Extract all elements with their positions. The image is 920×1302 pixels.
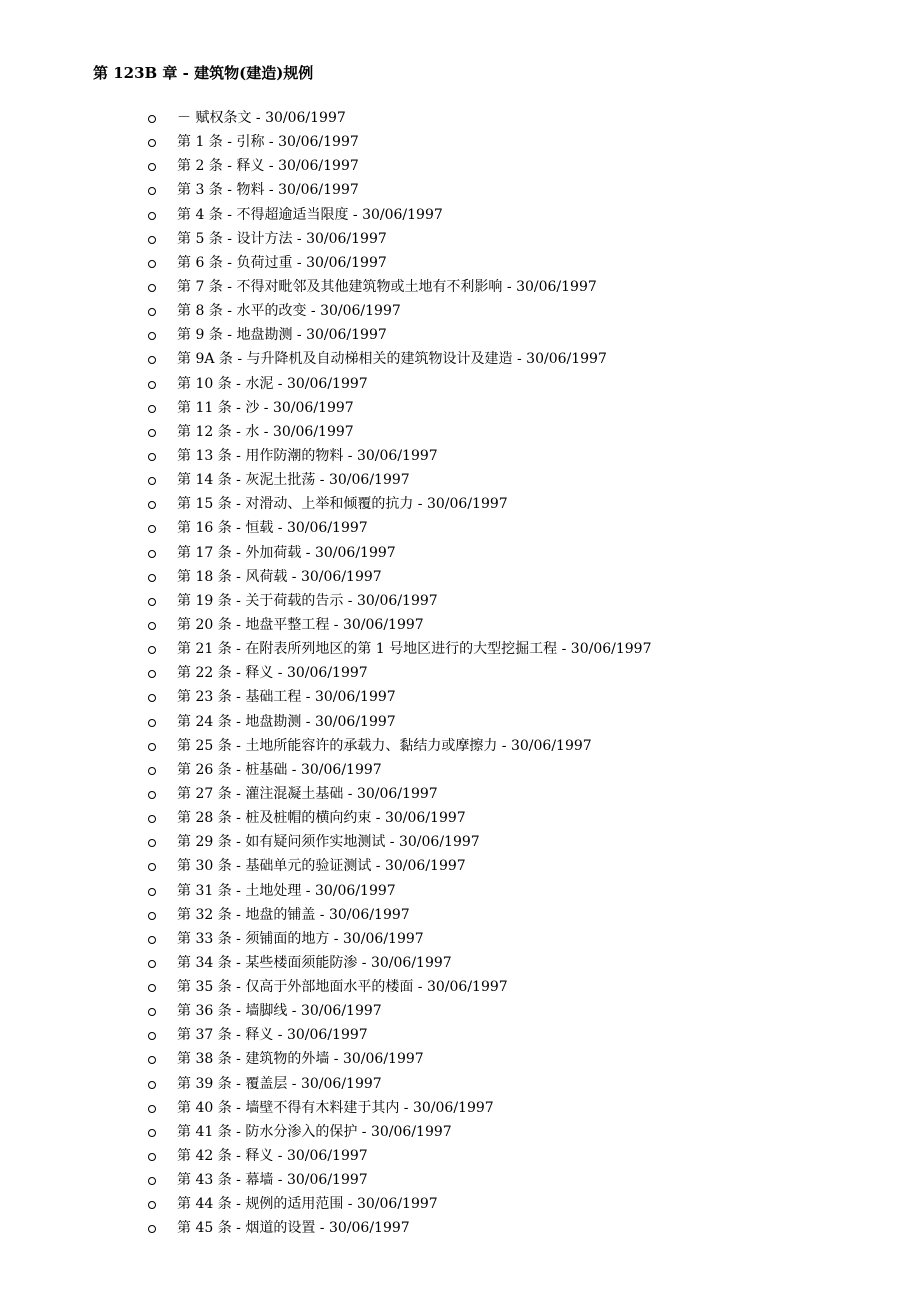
article-link[interactable]: 第 18 条 - 风荷载 - 30/06/1997	[177, 568, 382, 585]
circle-bullet-icon	[148, 429, 156, 437]
article-link[interactable]: 第 31 条 - 土地处理 - 30/06/1997	[177, 882, 396, 899]
circle-bullet-icon	[148, 815, 156, 823]
article-list-item	[0, 516, 900, 540]
circle-bullet-icon	[148, 1129, 156, 1137]
article-link[interactable]: 第 37 条 - 释义 - 30/06/1997	[177, 1027, 368, 1044]
circle-bullet-icon	[148, 1105, 156, 1113]
article-link[interactable]: 第 15 条 - 对滑动、上举和倾覆的抗力 - 30/06/1997	[177, 496, 508, 513]
article-list-item	[0, 1144, 900, 1168]
article-list-item	[0, 396, 900, 420]
article-link[interactable]: 第 39 条 - 覆盖层 - 30/06/1997	[177, 1075, 382, 1092]
article-link[interactable]: 第 25 条 - 土地所能容许的承载力、黏结力或摩擦力 - 30/06/1997	[177, 737, 592, 754]
article-list-item	[0, 130, 900, 154]
circle-bullet-icon	[148, 670, 156, 678]
circle-bullet-icon	[148, 936, 156, 944]
article-link[interactable]: 第 7 条 - 不得对毗邻及其他建筑物或土地有不利影响 - 30/06/1997	[177, 278, 597, 295]
article-list-item	[0, 1023, 900, 1047]
article-list-item	[0, 951, 900, 975]
article-link[interactable]: 第 14 条 - 灰泥土批荡 - 30/06/1997	[177, 472, 410, 489]
circle-bullet-icon	[148, 1081, 156, 1089]
circle-bullet-icon	[148, 1056, 156, 1064]
circle-bullet-icon	[148, 115, 156, 123]
article-list-item	[0, 1168, 900, 1192]
circle-bullet-icon	[148, 525, 156, 533]
circle-bullet-icon	[148, 332, 156, 340]
article-list-item	[0, 854, 900, 878]
article-link[interactable]: 第 20 条 - 地盘平整工程 - 30/06/1997	[177, 616, 424, 633]
article-link[interactable]: 第 32 条 - 地盘的铺盖 - 30/06/1997	[177, 906, 410, 923]
circle-bullet-icon	[148, 863, 156, 871]
article-link[interactable]: 第 41 条 - 防水分渗入的保护 - 30/06/1997	[177, 1123, 452, 1140]
circle-bullet-icon	[148, 960, 156, 968]
article-link[interactable]: 第 30 条 - 基础单元的验证测试 - 30/06/1997	[177, 858, 466, 875]
article-list-item	[0, 203, 900, 227]
article-list-item	[0, 468, 900, 492]
article-link[interactable]: 第 26 条 - 桩基础 - 30/06/1997	[177, 761, 382, 778]
circle-bullet-icon	[148, 477, 156, 485]
article-link[interactable]: 第 33 条 - 须铺面的地方 - 30/06/1997	[177, 930, 424, 947]
article-list-item	[0, 734, 900, 758]
circle-bullet-icon	[148, 1032, 156, 1040]
article-link[interactable]: 第 5 条 - 设计方法 - 30/06/1997	[177, 230, 387, 247]
circle-bullet-icon	[148, 1153, 156, 1161]
article-link[interactable]: 第 40 条 - 墙壁不得有木料建于其内 - 30/06/1997	[177, 1099, 494, 1116]
circle-bullet-icon	[148, 888, 156, 896]
article-link[interactable]: 第 3 条 - 物料 - 30/06/1997	[177, 182, 359, 199]
article-list-item	[0, 565, 900, 589]
circle-bullet-icon	[148, 1225, 156, 1233]
circle-bullet-icon	[148, 501, 156, 509]
article-list-item	[0, 178, 900, 202]
article-link[interactable]: 第 13 条 - 用作防潮的物料 - 30/06/1997	[177, 447, 438, 464]
article-list-item	[0, 299, 900, 323]
article-link[interactable]: 第 44 条 - 规例的适用范围 - 30/06/1997	[177, 1196, 438, 1213]
circle-bullet-icon	[148, 187, 156, 195]
article-link[interactable]: 第 9A 条 - 与升降机及自动梯相关的建筑物设计及建造 - 30/06/1997	[177, 351, 607, 368]
article-list-item	[0, 347, 900, 371]
chapter-title: 第 123B 章 - 建筑物(建造)规例	[93, 64, 314, 82]
article-list-item	[0, 589, 900, 613]
article-link[interactable]: 第 22 条 - 释义 - 30/06/1997	[177, 665, 368, 682]
article-list-item	[0, 227, 900, 251]
article-list-item	[0, 1047, 900, 1071]
circle-bullet-icon	[148, 163, 156, 171]
article-link[interactable]: 第 42 条 - 释义 - 30/06/1997	[177, 1148, 368, 1165]
article-list-item	[0, 758, 900, 782]
article-link[interactable]: 第 6 条 - 负荷过重 - 30/06/1997	[177, 254, 387, 271]
circle-bullet-icon	[148, 453, 156, 461]
article-link[interactable]: 第 1 条 - 引称 - 30/06/1997	[177, 134, 359, 151]
article-list-item	[0, 903, 900, 927]
article-link[interactable]: 第 11 条 - 沙 - 30/06/1997	[177, 399, 354, 416]
article-list	[0, 106, 900, 1241]
article-list-item	[0, 782, 900, 806]
circle-bullet-icon	[148, 1008, 156, 1016]
article-list-item	[0, 492, 900, 516]
article-link[interactable]: 第 29 条 - 如有疑问须作实地测试 - 30/06/1997	[177, 834, 480, 851]
circle-bullet-icon	[148, 550, 156, 558]
circle-bullet-icon	[148, 139, 156, 147]
article-list-item	[0, 637, 900, 661]
article-link[interactable]: 第 45 条 - 烟道的设置 - 30/06/1997	[177, 1220, 410, 1237]
circle-bullet-icon	[148, 694, 156, 702]
article-list-item	[0, 420, 900, 444]
article-list-item	[0, 685, 900, 709]
article-list-item	[0, 999, 900, 1023]
article-list-item	[0, 1096, 900, 1120]
article-link[interactable]: 第 17 条 - 外加荷载 - 30/06/1997	[177, 544, 396, 561]
article-link[interactable]: 第 34 条 - 某些楼面须能防渗 - 30/06/1997	[177, 954, 452, 971]
circle-bullet-icon	[148, 791, 156, 799]
article-link[interactable]: 第 36 条 - 墙脚线 - 30/06/1997	[177, 1003, 382, 1020]
article-list-item	[0, 1216, 900, 1240]
circle-bullet-icon	[148, 743, 156, 751]
article-list-item	[0, 372, 900, 396]
article-link[interactable]: 第 19 条 - 关于荷载的告示 - 30/06/1997	[177, 592, 438, 609]
circle-bullet-icon	[148, 622, 156, 630]
circle-bullet-icon	[148, 260, 156, 268]
article-list-item	[0, 1120, 900, 1144]
circle-bullet-icon	[148, 1177, 156, 1185]
circle-bullet-icon	[148, 767, 156, 775]
article-link[interactable]: 第 24 条 - 地盘勘测 - 30/06/1997	[177, 713, 396, 730]
article-link[interactable]: 第 12 条 - 水 - 30/06/1997	[177, 423, 354, 440]
article-list-item	[0, 879, 900, 903]
circle-bullet-icon	[148, 598, 156, 606]
circle-bullet-icon	[148, 646, 156, 654]
article-link[interactable]: 第 16 条 - 恒载 - 30/06/1997	[177, 520, 368, 537]
article-list-item	[0, 975, 900, 999]
circle-bullet-icon	[148, 984, 156, 992]
circle-bullet-icon	[148, 356, 156, 364]
article-link[interactable]: 第 27 条 - 灌注混凝土基础 - 30/06/1997	[177, 785, 438, 802]
circle-bullet-icon	[148, 236, 156, 244]
article-link[interactable]: 第 28 条 - 桩及桩帽的横向约束 - 30/06/1997	[177, 810, 466, 827]
circle-bullet-icon	[148, 284, 156, 292]
article-list-item	[0, 1192, 900, 1216]
article-link[interactable]: 第 2 条 - 释义 - 30/06/1997	[177, 158, 359, 175]
circle-bullet-icon	[148, 308, 156, 316]
circle-bullet-icon	[148, 719, 156, 727]
article-link[interactable]: 第 23 条 - 基础工程 - 30/06/1997	[177, 689, 396, 706]
article-link[interactable]: 第 35 条 - 仅高于外部地面水平的楼面 - 30/06/1997	[177, 979, 508, 996]
circle-bullet-icon	[148, 839, 156, 847]
circle-bullet-icon	[148, 1201, 156, 1209]
article-list-item	[0, 927, 900, 951]
article-list-item	[0, 1072, 900, 1096]
article-list-item	[0, 251, 900, 275]
article-link[interactable]: － 赋权条文 - 30/06/1997	[177, 110, 346, 126]
article-list-item	[0, 806, 900, 830]
circle-bullet-icon	[148, 405, 156, 413]
article-list-item	[0, 106, 900, 130]
article-link[interactable]: 第 9 条 - 地盘勘测 - 30/06/1997	[177, 327, 387, 344]
article-link[interactable]: 第 43 条 - 幕墙 - 30/06/1997	[177, 1172, 368, 1189]
article-list-item	[0, 710, 900, 734]
article-link[interactable]: 第 38 条 - 建筑物的外墙 - 30/06/1997	[177, 1051, 424, 1068]
article-list-item	[0, 444, 900, 468]
article-list-item	[0, 830, 900, 854]
article-link[interactable]: 第 21 条 - 在附表所列地区的第 1 号地区进行的大型挖掘工程 - 30/06/1997	[177, 641, 652, 658]
circle-bullet-icon	[148, 381, 156, 389]
article-list-item	[0, 323, 900, 347]
article-list-item	[0, 613, 900, 637]
circle-bullet-icon	[148, 574, 156, 582]
article-list-item	[0, 661, 900, 685]
article-list-item	[0, 154, 900, 178]
circle-bullet-icon	[148, 212, 156, 220]
article-link[interactable]: 第 10 条 - 水泥 - 30/06/1997	[177, 375, 368, 392]
article-link[interactable]: 第 8 条 - 水平的改变 - 30/06/1997	[177, 303, 401, 320]
article-link[interactable]: 第 4 条 - 不得超逾适当限度 - 30/06/1997	[177, 206, 443, 223]
circle-bullet-icon	[148, 912, 156, 920]
article-list-item	[0, 541, 900, 565]
article-list-item	[0, 275, 900, 299]
